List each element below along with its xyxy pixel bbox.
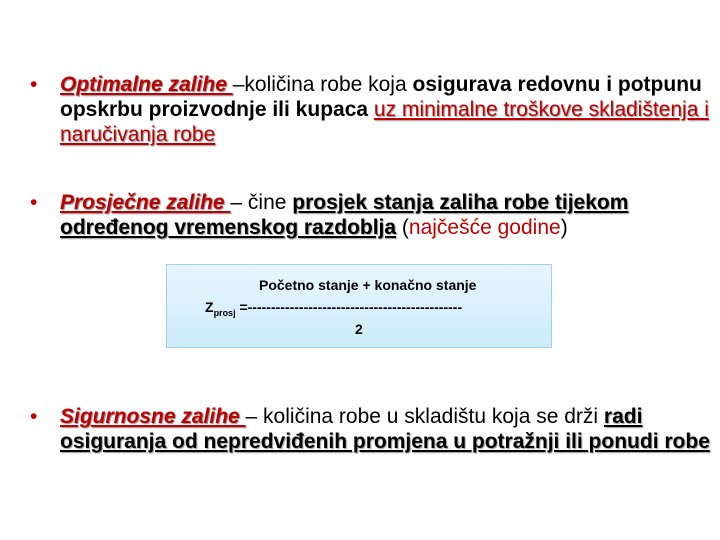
formula-box	[166, 264, 552, 348]
bullet-marker: •	[30, 73, 38, 96]
formula-subscript: prosj	[213, 307, 236, 318]
formula-fraction-line: =----------------------------------------------	[235, 299, 463, 315]
term-optimalne-zalihe: Optimalne zalihe	[60, 73, 233, 96]
formula-denominator: 2	[355, 321, 363, 337]
definition-bold-text: radi osiguranja od nepredviđenih promjena u potražnji ili ponudi robe	[60, 405, 710, 453]
bullet-text	[60, 404, 710, 454]
definition-text: – količina robe u skladištu koja se drži	[245, 405, 604, 428]
paren-close: )	[560, 216, 568, 239]
bullet-optimalne-zalihe	[30, 72, 710, 147]
bullet-sigurnosne-zalihe	[30, 404, 710, 454]
term-prosjecne-zalihe: Prosječne zalihe	[60, 191, 231, 214]
paren-open: (	[396, 216, 409, 239]
formula-numerator: Početno stanje + konačno stanje	[259, 277, 477, 293]
definition-bold-text: osigurava redovnu i potpunu opskrbu proizvodnje ili kupaca	[60, 73, 702, 121]
term-sigurnosne-zalihe: Sigurnosne zalihe	[60, 405, 246, 428]
bullet-text	[60, 190, 710, 240]
definition-red-text: najčešće godine	[408, 216, 561, 239]
definition-text: – čine	[230, 191, 293, 214]
definition-text: –količina robe koja	[232, 73, 413, 96]
bullet-prosjecne-zalihe	[30, 190, 710, 240]
bullet-marker: •	[30, 191, 38, 214]
formula-left-side	[205, 299, 462, 318]
formula-symbol: Z	[205, 299, 214, 315]
bullet-marker: •	[30, 405, 38, 428]
definition-bold-text: prosjek stanja zaliha robe tijekom određenog vremenskog razdoblja	[60, 191, 629, 239]
bullet-text	[60, 72, 710, 147]
definition-red-text: uz minimalne troškove skladištenja i naručivanja robe	[60, 98, 709, 146]
